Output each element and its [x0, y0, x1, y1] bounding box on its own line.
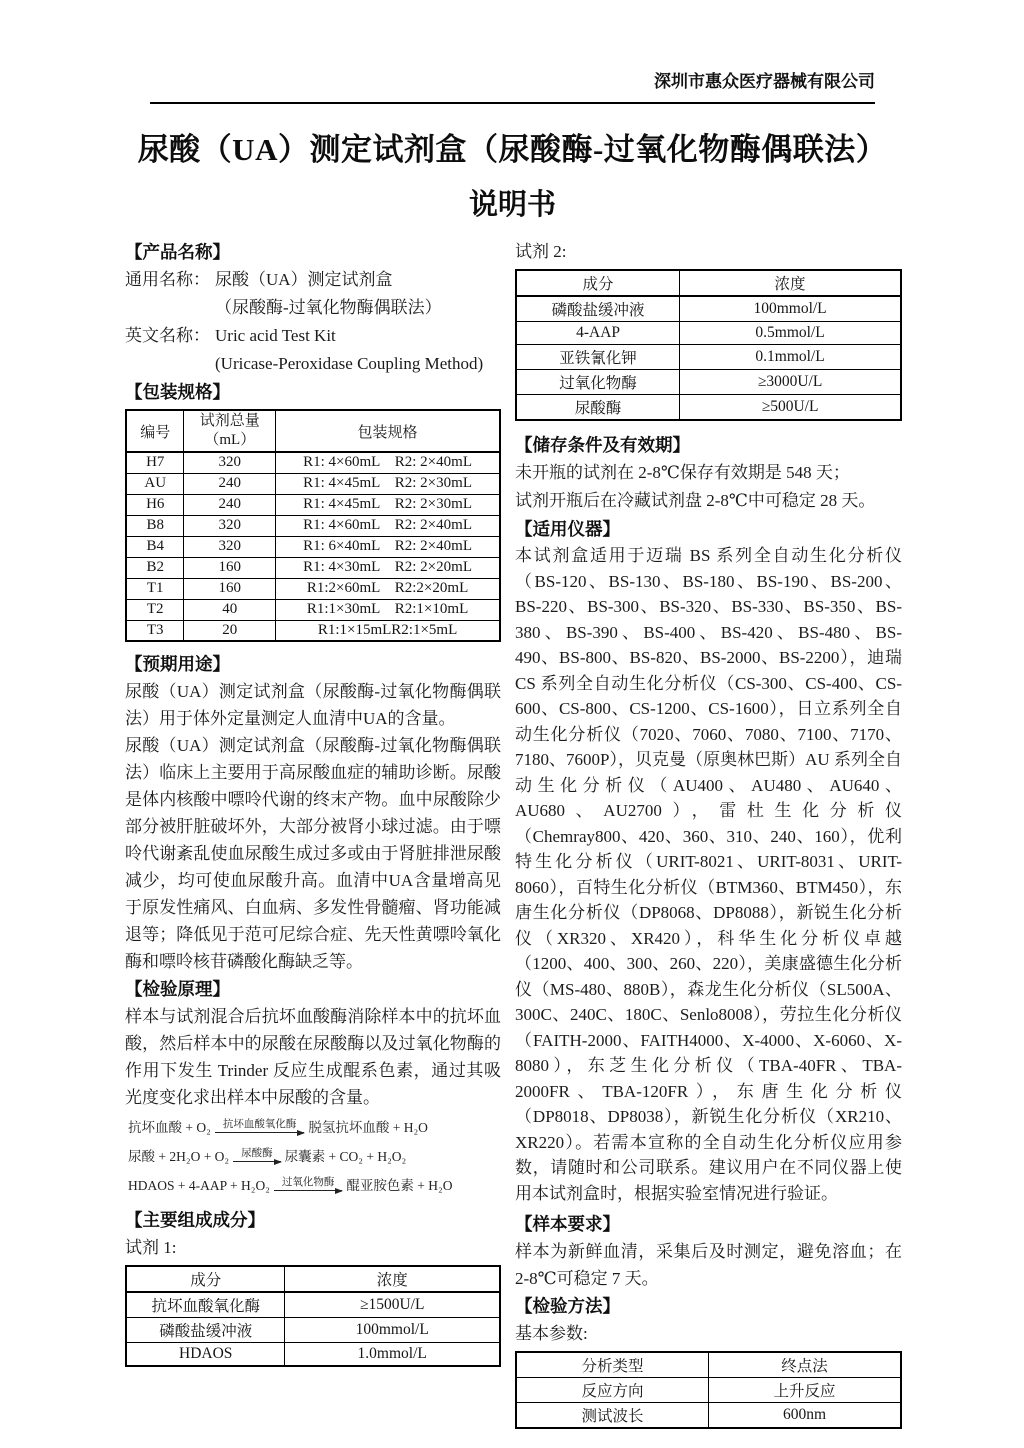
- table-row: [516, 1403, 901, 1429]
- reagent2-table: [515, 269, 902, 421]
- table-row: [126, 1292, 500, 1318]
- generic-name-label: 通用名称：: [125, 270, 210, 289]
- table-cell: T2: [126, 599, 184, 620]
- generic-name-line2: （尿酸酶-过氧化物酶偶联法）: [215, 298, 442, 317]
- table-cell: R1: 4×45mL R2: 2×30mL: [276, 473, 500, 494]
- section-intended-use: [125, 650, 501, 975]
- table-cell: H6: [126, 494, 184, 515]
- table-cell: T3: [126, 620, 184, 641]
- table-cell: 0.5mmol/L: [680, 322, 901, 345]
- table-cell: ≥3000U/L: [680, 370, 901, 395]
- section-heading-product-name: 【产品名称】: [125, 242, 230, 262]
- table-cell: 分析类型: [516, 1352, 709, 1378]
- table-cell: R1: 4×60mL R2: 2×40mL: [276, 515, 500, 536]
- reagent2-label: 试剂 2:: [515, 242, 567, 261]
- two-column-layout: [125, 238, 900, 1429]
- english-name-row: [125, 322, 501, 378]
- table-cell: 160: [184, 557, 276, 578]
- table-cell: 100mmol/L: [285, 1318, 500, 1343]
- table-cell: B8: [126, 515, 184, 536]
- reaction-equation-2: [128, 1148, 501, 1165]
- table-row: [126, 452, 500, 473]
- packaging-table: [125, 409, 501, 642]
- basic-params-table: [515, 1351, 902, 1429]
- section-sample: [515, 1210, 902, 1292]
- table-cell: R1: 4×60mL R2: 2×40mL: [276, 452, 500, 473]
- table-row: [126, 494, 500, 515]
- table-cell: 过氧化物酶: [516, 370, 680, 395]
- column-header: 浓度: [680, 270, 901, 296]
- table-header-row: [516, 270, 901, 296]
- instruments-paragraph: 本试剂盒适用于迈瑞 BS 系列全自动生化分析仪（BS-120、BS-130、BS-180、BS-190、BS-200、BS-220、BS-300、BS-320、BS-330、BS-350、BS-380、BS-390、BS-400、BS-420、BS-480、BS-490、BS-800、BS-820、BS-2000、BS-2200），迪瑞 CS 系列全自动生化分析仪（CS-300、CS-400、CS-600、CS-800、CS-1200、CS-1600），日立系列全自动生化分析仪（7020、7060、7080、7100、7170、7180、7600P），贝克曼（原奥林巴斯）AU 系列全自动生化分析仪（AU400、AU480、AU640、AU680、AU2700），雷杜生化分析仪（Chemray800、420、360、310、240、160），优利特生化分析仪（URIT-8021、URIT-8031、URIT-8060），百特生化分析仪（BTM360、BTM450），东唐生化分析仪（DP8068、DP8088），新锐生化分析仪（XR320、XR420），科华生化分析仪卓越（1200、400、300、260、220），美康盛德生化分析仪（MS-480、880B），森龙生化分析仪（SL500A、300C、240C、180C、Senlo8008），劳拉生化分析仪（FAITH-2000、FAITH4000、X-4000、X-6060、X-8080），东芝生化分析仪（TBA-40FR、TBA-2000FR、TBA-120FR），东唐生化分析仪（DP8018、DP8038），新锐生化分析仪（XR210、XR220）。若需本宣称的全自动生化分析仪应用参数，请随时和公司联系。建议用户在不同仪器上使用本试剂盒时，根据实验室情况进行验证。: [515, 546, 902, 1203]
- table-row: [516, 322, 901, 345]
- column-header-line2: （mL）: [204, 432, 256, 448]
- table-cell: 600nm: [709, 1403, 902, 1429]
- table-cell: 0.1mmol/L: [680, 345, 901, 370]
- section-storage: [515, 431, 902, 515]
- table-cell: 240: [184, 494, 276, 515]
- table-row: [126, 578, 500, 599]
- table-cell: R1:2×60mL R2:2×20mL: [276, 578, 500, 599]
- table-cell: 尿酸酶: [516, 395, 680, 421]
- reaction-arrow: [274, 1177, 343, 1194]
- column-header: 包装规格: [276, 410, 500, 452]
- reaction-equations: [125, 1119, 501, 1194]
- table-row: [516, 1352, 901, 1378]
- table-row: [126, 599, 500, 620]
- english-name-label: 英文名称：: [125, 326, 210, 345]
- table-cell: 终点法: [709, 1352, 902, 1378]
- reaction-arrow-icon: [274, 1190, 343, 1194]
- intended-use-paragraph-2: 尿酸（UA）测定试剂盒（尿酸酶-过氧化物酶偶联法）临床上主要用于高尿酸血症的辅助诊断。尿酸是体内核酸中嘌呤代谢的终末产物。血中尿酸除少部分被肝脏破坏外，大部分被肾小球过滤。由于嘌呤代谢紊乱使血尿酸生成过多或由于肾脏排泄尿酸减少，均可使血尿酸升高。血清中UA含量增高见于原发性痛风、白血病、多发性骨髓瘤、肾功能减退等；降低见于范可尼综合症、先天性黄嘌呤氧化酶和嘌呤核苷磷酸化酶缺乏等。: [125, 736, 501, 971]
- table-cell: 320: [184, 515, 276, 536]
- reaction-products: 醌亚胺色素 + H₂O: [346, 1177, 453, 1193]
- reaction-arrow: [233, 1148, 281, 1165]
- column-header-line1: 试剂总量: [199, 413, 260, 429]
- english-name-line2: (Uricase-Peroxidase Coupling Method): [215, 354, 484, 373]
- table-cell: R1:1×15mLR2:1×5mL: [276, 620, 500, 641]
- reaction-enzyme-label: 抗坏血酸氧化酶: [222, 1119, 297, 1130]
- table-row: [516, 370, 901, 395]
- table-cell: 320: [184, 536, 276, 557]
- table-row: [126, 1318, 500, 1343]
- table-row: [126, 515, 500, 536]
- section-heading-method: 【检验方法】: [515, 1296, 620, 1316]
- reaction-reactants: HDAOS + 4-AAP + H₂O₂: [128, 1177, 270, 1193]
- reaction-products: 尿囊素 + CO₂ + H₂O₂: [284, 1148, 407, 1164]
- table-row: [126, 620, 500, 641]
- reaction-enzyme-label: 过氧化物酶: [281, 1177, 335, 1188]
- section-heading-packaging: 【包装规格】: [125, 382, 230, 402]
- storage-line-2: 试剂开瓶后在冷藏试剂盘 2-8℃中可稳定 28 天。: [515, 491, 876, 510]
- table-cell: ≥1500U/L: [285, 1292, 500, 1318]
- generic-name-value: [215, 266, 501, 322]
- table-cell: 160: [184, 578, 276, 599]
- table-cell: 100mmol/L: [680, 296, 901, 322]
- principle-paragraph: 样本与试剂混合后抗坏血酸酶消除样本中的抗坏血酸，然后样本中的尿酸在尿酸酶以及过氧化物酶的作用下发生 Trinder 反应生成醌系色素，通过其吸光度变化求出样本中尿酸的含量。: [125, 1007, 501, 1107]
- section-packaging: [125, 378, 501, 642]
- section-heading-sample: 【样本要求】: [515, 1214, 620, 1234]
- section-heading-storage: 【储存条件及有效期】: [515, 435, 690, 455]
- left-column: [125, 238, 501, 1429]
- section-heading-instruments: 【适用仪器】: [515, 519, 620, 539]
- table-cell: 磷酸盐缓冲液: [126, 1318, 285, 1343]
- table-cell: 抗坏血酸氧化酶: [126, 1292, 285, 1318]
- table-cell: 测试波长: [516, 1403, 709, 1429]
- reaction-equation-1: [128, 1119, 501, 1136]
- section-components: [125, 1206, 501, 1367]
- column-header: [184, 410, 276, 452]
- reagent1-label: 试剂 1:: [125, 1238, 177, 1257]
- document-subtitle: 说明书: [468, 189, 556, 221]
- table-cell: H7: [126, 452, 184, 473]
- table-row: [516, 345, 901, 370]
- table-cell: 320: [184, 452, 276, 473]
- reaction-arrow-icon: [233, 1161, 281, 1165]
- table-cell: R1: 4×45mL R2: 2×30mL: [276, 494, 500, 515]
- table-row: [126, 557, 500, 578]
- section-heading-intended-use: 【预期用途】: [125, 654, 230, 674]
- table-cell: B4: [126, 536, 184, 557]
- right-column: [515, 238, 902, 1429]
- table-row: [516, 395, 901, 421]
- table-cell: 上升反应: [709, 1378, 902, 1403]
- table-row: [126, 473, 500, 494]
- table-row: [516, 296, 901, 322]
- column-header: 成分: [516, 270, 680, 296]
- section-method: [515, 1292, 902, 1429]
- table-header-row: [126, 410, 500, 452]
- table-cell: T1: [126, 578, 184, 599]
- section-principle: [125, 975, 501, 1194]
- reaction-arrow-icon: [215, 1132, 305, 1136]
- section-reagent2: [515, 238, 902, 421]
- english-name-value: [215, 322, 501, 378]
- basic-params-label: 基本参数:: [515, 1324, 588, 1343]
- column-header: 浓度: [285, 1266, 500, 1292]
- header-rule: [150, 102, 875, 104]
- section-instruments: [515, 515, 902, 1206]
- reaction-reactants: 尿酸 + 2H₂O + O₂: [128, 1148, 230, 1164]
- reaction-equation-3: [128, 1177, 501, 1194]
- table-cell: R1: 6×40mL R2: 2×40mL: [276, 536, 500, 557]
- table-row: [516, 1378, 901, 1403]
- reagent1-table: [125, 1265, 501, 1367]
- table-cell: R1: 4×30mL R2: 2×20mL: [276, 557, 500, 578]
- table-row: [126, 536, 500, 557]
- table-cell: 20: [184, 620, 276, 641]
- table-row: [126, 1343, 500, 1366]
- table-cell: 磷酸盐缓冲液: [516, 296, 680, 322]
- table-cell: 反应方向: [516, 1378, 709, 1403]
- document-title: 尿酸（UA）测定试剂盒（尿酸酶-过氧化物酶偶联法）: [137, 132, 888, 167]
- table-header-row: [126, 1266, 500, 1292]
- intended-use-paragraph-1: 尿酸（UA）测定试剂盒（尿酸酶-过氧化物酶偶联法）用于体外定量测定人血清中UA的含量。: [125, 682, 501, 728]
- reaction-reactants: 抗坏血酸 + O₂: [128, 1119, 211, 1135]
- section-heading-principle: 【检验原理】: [125, 979, 230, 999]
- table-cell: 240: [184, 473, 276, 494]
- table-cell: 1.0mmol/L: [285, 1343, 500, 1366]
- table-cell: HDAOS: [126, 1343, 285, 1366]
- reaction-products: 脱氢抗坏血酸 + H₂O: [308, 1119, 428, 1135]
- generic-name-line1: 尿酸（UA）测定试剂盒: [215, 270, 393, 289]
- sample-paragraph: 样本为新鲜血清，采集后及时测定，避免溶血；在 2-8℃可稳定 7 天。: [515, 1242, 902, 1288]
- reaction-arrow: [215, 1119, 305, 1136]
- table-cell: B2: [126, 557, 184, 578]
- storage-line-1: 未开瓶的试剂在 2-8℃保存有效期是 548 天；: [515, 463, 850, 482]
- column-header: 成分: [126, 1266, 285, 1292]
- section-heading-components: 【主要组成成分】: [125, 1210, 265, 1230]
- english-name-line1: Uric acid Test Kit: [215, 326, 336, 345]
- company-name: 深圳市惠众医疗器械有限公司: [654, 72, 875, 91]
- table-cell: 4-AAP: [516, 322, 680, 345]
- section-product-name: [125, 238, 501, 378]
- table-cell: AU: [126, 473, 184, 494]
- reaction-enzyme-label: 尿酸酶: [241, 1148, 273, 1159]
- table-cell: ≥500U/L: [680, 395, 901, 421]
- table-cell: 亚铁氰化钾: [516, 345, 680, 370]
- table-cell: R1:1×30mL R2:1×10mL: [276, 599, 500, 620]
- table-cell: 40: [184, 599, 276, 620]
- generic-name-row: [125, 266, 501, 322]
- column-header: 编号: [126, 410, 184, 452]
